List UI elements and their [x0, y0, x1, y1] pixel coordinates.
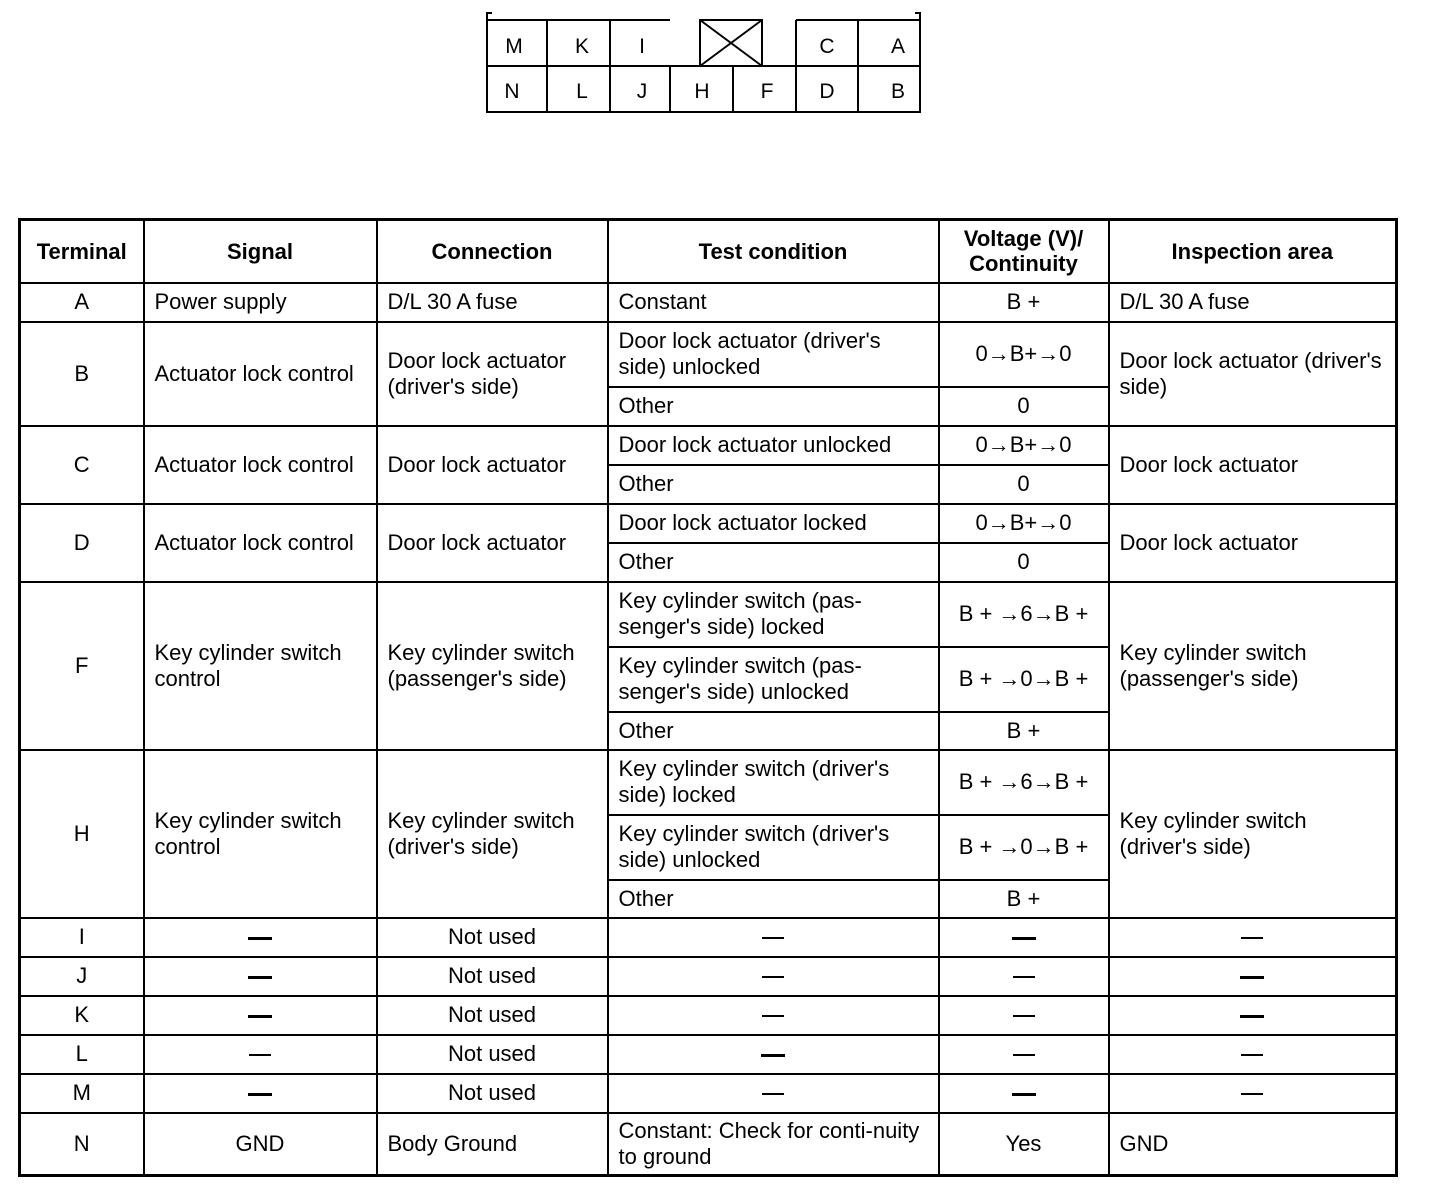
dash-icon: [762, 1093, 784, 1095]
dash-icon: [761, 1054, 785, 1057]
connection-cell: Door lock actuator: [377, 426, 608, 504]
terminal-cell: H: [20, 750, 144, 918]
connection-cell: Not used: [377, 996, 608, 1035]
value-cell: B + →0→B +: [939, 647, 1109, 712]
terminal-cell: K: [20, 996, 144, 1035]
condition-cell: Other: [608, 387, 939, 426]
value-cell: 0: [939, 543, 1109, 582]
terminal-cell: B: [20, 322, 144, 426]
connection-cell: D/L 30 A fuse: [377, 283, 608, 322]
signal-cell: GND: [144, 1113, 377, 1176]
terminal-cell: F: [20, 582, 144, 750]
dash-icon: [1241, 1054, 1263, 1056]
condition-cell: Other: [608, 543, 939, 582]
connector-pin-F: F: [760, 80, 774, 103]
table-row: [20, 322, 1397, 387]
dash-icon: [1241, 1093, 1263, 1095]
value-cell: [939, 957, 1109, 996]
terminal-cell: N: [20, 1113, 144, 1176]
dash-icon: [1012, 1093, 1036, 1096]
table-row: [20, 957, 1397, 996]
inspection-cell: D/L 30 A fuse: [1109, 283, 1397, 322]
connector-pin-M: M: [505, 35, 523, 58]
connector-diagram: [480, 8, 930, 118]
condition-cell: Constant: [608, 283, 939, 322]
connector-pin-K: K: [574, 35, 590, 58]
signal-cell: [144, 1035, 377, 1074]
condition-cell: Key cylinder switch (pas-senger's side) unlocked: [608, 647, 939, 712]
dash-icon: [1240, 976, 1264, 979]
inspection-cell: Key cylinder switch (passenger's side): [1109, 582, 1397, 750]
dash-icon: [249, 1054, 271, 1056]
header-test-condition: Test condition: [608, 220, 939, 283]
signal-cell: [144, 996, 377, 1035]
dash-icon: [762, 937, 784, 939]
table-row: [20, 1113, 1397, 1176]
connector-pin-B: B: [890, 80, 906, 103]
signal-cell: Key cylinder switch control: [144, 582, 377, 750]
value-cell: B + →6→B +: [939, 582, 1109, 647]
header-inspection: Inspection area: [1109, 220, 1397, 283]
inspection-cell: Key cylinder switch (driver's side): [1109, 750, 1397, 918]
table-row: [20, 426, 1397, 465]
inspection-cell: [1109, 957, 1397, 996]
dash-icon: [248, 1015, 272, 1018]
dash-icon: [1013, 1015, 1035, 1017]
value-cell: B +: [939, 283, 1109, 322]
condition-cell: [608, 1074, 939, 1113]
connection-cell: Key cylinder switch (driver's side): [377, 750, 608, 918]
condition-cell: Other: [608, 465, 939, 504]
condition-cell: Key cylinder switch (pas-senger's side) locked: [608, 582, 939, 647]
dash-icon: [762, 976, 784, 978]
signal-cell: Actuator lock control: [144, 322, 377, 426]
inspection-cell: Door lock actuator (driver's side): [1109, 322, 1397, 426]
connection-cell: Not used: [377, 957, 608, 996]
dash-icon: [248, 1093, 272, 1096]
dash-icon: [248, 976, 272, 979]
connection-cell: Not used: [377, 1074, 608, 1113]
dash-icon: [248, 937, 272, 940]
connection-cell: Not used: [377, 918, 608, 957]
inspection-cell: [1109, 996, 1397, 1035]
connection-cell: Key cylinder switch (passenger's side): [377, 582, 608, 750]
condition-cell: Constant: Check for conti-nuity to ground: [608, 1113, 939, 1176]
table-row: [20, 283, 1397, 322]
table-row: [20, 1074, 1397, 1113]
table-row: [20, 1035, 1397, 1074]
value-cell: 0→B+→0: [939, 322, 1109, 387]
condition-cell: [608, 918, 939, 957]
header-row: [20, 220, 1397, 283]
condition-cell: Other: [608, 712, 939, 750]
connection-cell: Door lock actuator (driver's side): [377, 322, 608, 426]
connector-pin-N: N: [504, 80, 520, 103]
dash-icon: [1012, 937, 1036, 940]
value-cell: Yes: [939, 1113, 1109, 1176]
terminal-table: [18, 218, 1398, 1177]
inspection-cell: Door lock actuator: [1109, 504, 1397, 582]
signal-cell: Actuator lock control: [144, 426, 377, 504]
connector-pin-I: I: [639, 35, 645, 58]
terminal-cell: L: [20, 1035, 144, 1074]
value-cell: 0: [939, 465, 1109, 504]
value-cell: [939, 1035, 1109, 1074]
value-cell: B +: [939, 880, 1109, 918]
table-row: [20, 750, 1397, 815]
header-terminal: Terminal: [20, 220, 144, 283]
value-cell: [939, 996, 1109, 1035]
table-row: [20, 504, 1397, 543]
inspection-cell: [1109, 1074, 1397, 1113]
connector-pin-H: H: [694, 80, 710, 103]
table-row: [20, 918, 1397, 957]
signal-cell: [144, 957, 377, 996]
connector-pin-J: J: [636, 80, 648, 103]
condition-cell: Door lock actuator unlocked: [608, 426, 939, 465]
table-row: [20, 996, 1397, 1035]
header-signal: Signal: [144, 220, 377, 283]
condition-cell: [608, 1035, 939, 1074]
connector-pin-L: L: [576, 80, 588, 103]
condition-cell: Key cylinder switch (driver's side) locked: [608, 750, 939, 815]
signal-cell: Key cylinder switch control: [144, 750, 377, 918]
connection-cell: Not used: [377, 1035, 608, 1074]
condition-cell: Door lock actuator (driver's side) unlocked: [608, 322, 939, 387]
connector-pin-D: D: [819, 80, 835, 103]
header-connection: Connection: [377, 220, 608, 283]
condition-cell: Door lock actuator locked: [608, 504, 939, 543]
inspection-cell: GND: [1109, 1113, 1397, 1176]
terminal-cell: D: [20, 504, 144, 582]
value-cell: B + →0→B +: [939, 815, 1109, 880]
dash-icon: [762, 1015, 784, 1017]
table-row: [20, 582, 1397, 647]
condition-cell: [608, 957, 939, 996]
signal-cell: [144, 1074, 377, 1113]
value-cell: B + →6→B +: [939, 750, 1109, 815]
condition-cell: Key cylinder switch (driver's side) unlocked: [608, 815, 939, 880]
signal-cell: [144, 918, 377, 957]
connection-cell: Body Ground: [377, 1113, 608, 1176]
dash-icon: [1013, 1054, 1035, 1056]
value-cell: 0→B+→0: [939, 426, 1109, 465]
connection-cell: Door lock actuator: [377, 504, 608, 582]
signal-cell: Power supply: [144, 283, 377, 322]
value-cell: [939, 1074, 1109, 1113]
terminal-cell: I: [20, 918, 144, 957]
terminal-cell: M: [20, 1074, 144, 1113]
terminal-cell: C: [20, 426, 144, 504]
dash-icon: [1241, 937, 1263, 939]
terminal-cell: J: [20, 957, 144, 996]
inspection-cell: [1109, 918, 1397, 957]
value-cell: 0→B+→0: [939, 504, 1109, 543]
connector-pin-A: A: [890, 35, 906, 58]
inspection-cell: Door lock actuator: [1109, 426, 1397, 504]
condition-cell: [608, 996, 939, 1035]
inspection-cell: [1109, 1035, 1397, 1074]
connector-pin-C: C: [819, 35, 835, 58]
condition-cell: Other: [608, 880, 939, 918]
value-cell: 0: [939, 387, 1109, 426]
dash-icon: [1013, 976, 1035, 978]
header-voltage: Voltage (V)/ Continuity: [939, 220, 1109, 283]
signal-cell: Actuator lock control: [144, 504, 377, 582]
dash-icon: [1240, 1015, 1264, 1018]
value-cell: [939, 918, 1109, 957]
value-cell: B +: [939, 712, 1109, 750]
terminal-cell: A: [20, 283, 144, 322]
